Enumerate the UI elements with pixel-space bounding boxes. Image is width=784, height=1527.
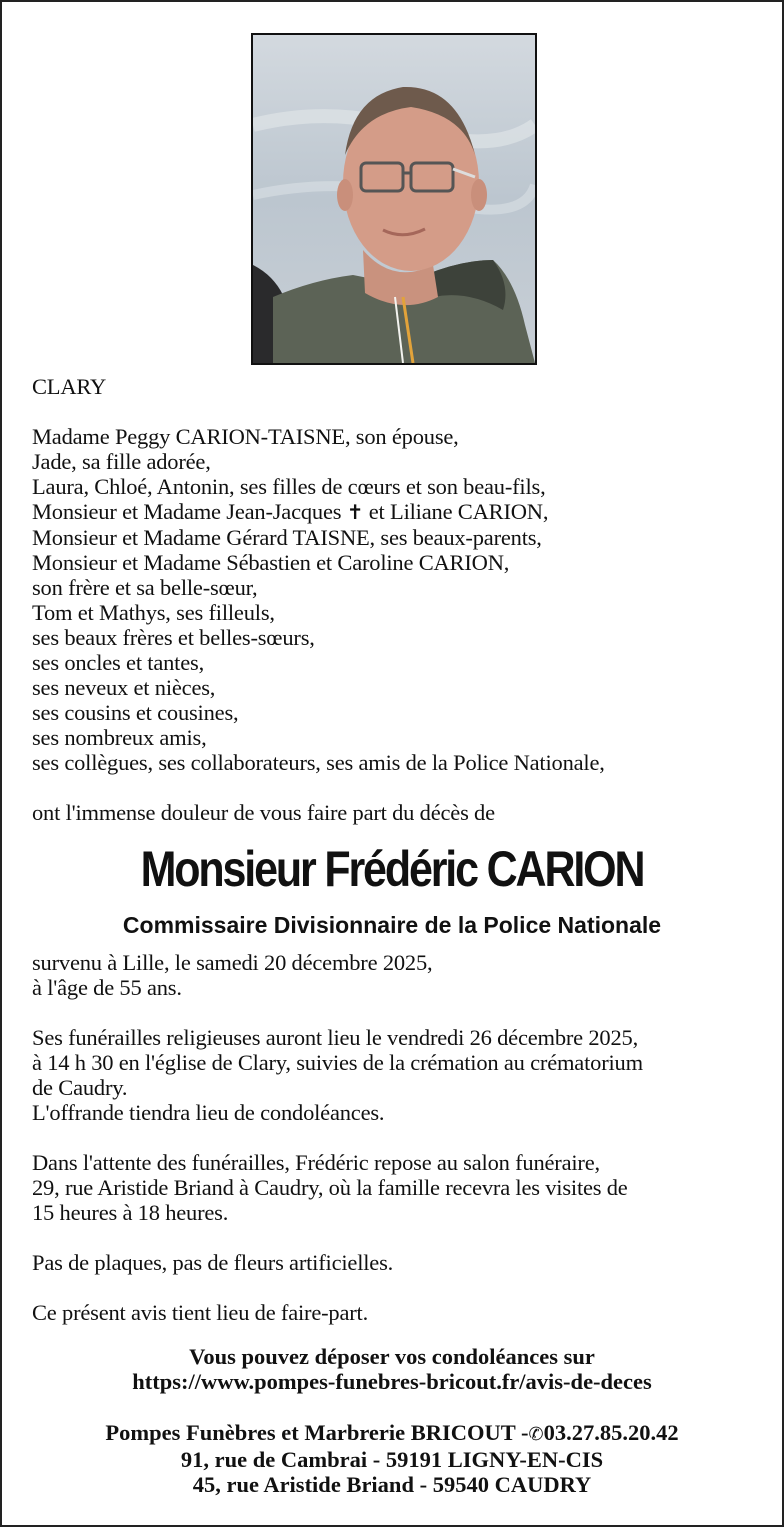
town: CLARY: [32, 374, 107, 399]
portrait-photo: [251, 33, 537, 365]
funeral-line: de Caudry.: [32, 1075, 128, 1100]
family-line: Madame Peggy CARION-TAISNE, son épouse,: [32, 424, 459, 449]
deceased-name: Monsieur Frédéric CARION: [140, 841, 644, 897]
funeral-home-phone[interactable]: 03.27.85.20.42: [543, 1420, 679, 1445]
family-line: Monsieur et Madame Sébastien et Caroline CARION,: [32, 550, 510, 575]
funeral-home-address: 91, rue de Cambrai - 59191 LIGNY-EN-CIS: [180, 1447, 604, 1472]
funeral-home-address: 45, rue Aristide Briand - 59540 CAUDRY: [192, 1472, 592, 1497]
funeral-home-name: Pompes Funèbres et Marbrerie BRICOUT -: [105, 1420, 529, 1445]
funeral-line: Ses funérailles religieuses auront lieu le vendredi 26 décembre 2025,: [32, 1025, 638, 1050]
family-line: [32, 499, 762, 525]
family-line: Jade, sa fille adorée,: [32, 449, 211, 474]
family-line-text: Monsieur et Madame Jean-Jacques: [32, 499, 342, 524]
family-line-text: et Liliane CARION,: [368, 499, 549, 524]
family-line: ses neveux et nièces,: [32, 675, 216, 700]
visits-line: 29, rue Aristide Briand à Caudry, où la famille recevra les visites de: [32, 1175, 628, 1200]
family-line: Tom et Mathys, ses filleuls,: [32, 600, 275, 625]
family-line: ses cousins et cousines,: [32, 700, 239, 725]
family-line: son frère et sa belle-sœur,: [32, 575, 258, 600]
family-line: ses collègues, ses collaborateurs, ses amis de la Police Nationale,: [32, 750, 605, 775]
deceased-title: Commissaire Divisionnaire de la Police Nationale: [122, 912, 662, 938]
family-section: [32, 374, 762, 825]
death-line: survenu à Lille, le samedi 20 décembre 2025,: [32, 950, 433, 975]
condolences-url[interactable]: https://www.pompes-funebres-bricout.fr/avis-de-deces: [132, 1369, 652, 1394]
funeral-line: à 14 h 30 en l'église de Clary, suivies de la crémation au crématorium: [32, 1050, 643, 1075]
announcement: ont l'immense douleur de vous faire part du décès de: [32, 800, 495, 825]
details-section: [32, 950, 762, 1325]
condolences-block: [2, 1344, 782, 1394]
funeral-home-line: [2, 1420, 782, 1447]
no-flowers: Pas de plaques, pas de fleurs artificielles.: [32, 1250, 394, 1275]
family-line: Laura, Chloé, Antonin, ses filles de cœurs et son beau-fils,: [32, 474, 546, 499]
portrait-illustration: [253, 35, 535, 363]
family-line: ses nombreux amis,: [32, 725, 207, 750]
visits-line: Dans l'attente des funérailles, Frédéric repose au salon funéraire,: [32, 1150, 600, 1175]
cross-icon: ✝: [346, 500, 364, 524]
death-line: à l'âge de 55 ans.: [32, 975, 182, 1000]
funeral-line: L'offrande tiendra lieu de condoléances.: [32, 1100, 385, 1125]
funeral-home-block: [2, 1420, 782, 1497]
family-line: ses oncles et tantes,: [32, 650, 204, 675]
phone-icon: ✆: [528, 1424, 544, 1445]
visits-line: 15 heures à 18 heures.: [32, 1200, 229, 1225]
family-line: Monsieur et Madame Gérard TAISNE, ses beaux-parents,: [32, 525, 542, 550]
notice: Ce présent avis tient lieu de faire-part.: [32, 1300, 369, 1325]
condolences-text: Vous pouvez déposer vos condoléances sur: [189, 1344, 595, 1369]
family-line: ses beaux frères et belles-sœurs,: [32, 625, 315, 650]
